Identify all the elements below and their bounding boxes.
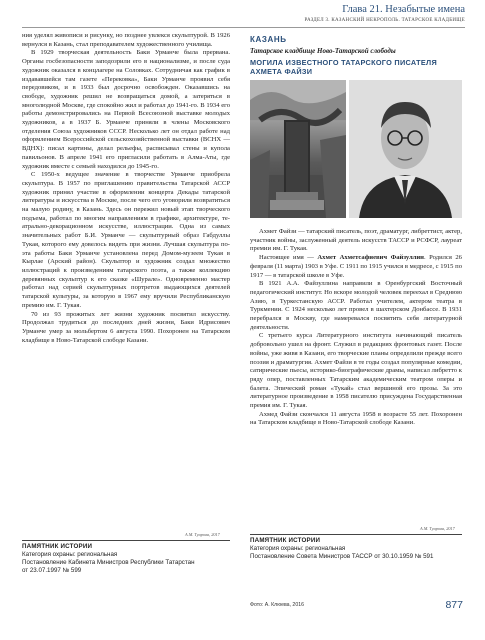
decree-text: Постановление Совета Министров ТАССР от 30.10.1959 № 591 bbox=[250, 553, 434, 560]
decree-date: от 23.07.1997 № 599 bbox=[22, 567, 82, 574]
chapter-title: Глава 21. Незабытые имена bbox=[342, 4, 465, 15]
paragraph bbox=[250, 254, 462, 280]
decree-text: Постановление Кабинета Министров Республики Татарстан bbox=[22, 559, 195, 566]
paragraph: Ахмед Файзи скончался 11 августа 1958 в возрасте 55 лет. Похоронен на Татарском кладбище в Ново-Татарской слободе Казани. bbox=[250, 410, 462, 427]
paragraph: Ахмет Файзи — татарский писатель, поэт, драматург, либреттист, актер, участник войны, заслуженный деятель искусств ТАССР и РСФСР, лауреат премии им. Г. Тукая. bbox=[250, 228, 462, 253]
paragraph: С третьего курса Литературного института начинающий писатель добровольно ушел на фронт. Служил в редакциях фронтовых газет. После войны, уже живя в Казани, его творческие планы определили прежде всего поэзия и драматургия. Ахмет Файзи в те годы создал популярные комедии, сатирические пьесы, историко-биографические драмы, написал либретто к ряду опер, поставленных Татарским академическим театром оперы и балета. Эпический роман «Тукай» стал вершиной его прозы. За это литературное произведение в 1958 писателю присуждена Государственная премия им. Г. Тукая. bbox=[250, 332, 462, 410]
cemetery-subtitle: Татарское кладбище Ново-Татарской слободы bbox=[250, 47, 396, 55]
paragraph: В 1921 А.А. Файзуллина направили в Оренбургский Восточный педагогический институт. Но вскоре молодой человек переехал в Среднюю Азию, в Туркестанскую АССР. Работал учителем, актером театра в Туркмении. С 1924 несколько лет провел в шахтерском Донбассе. В 1931 перебрался в Москву, где намеревался посвятить себя литературной деятельности. bbox=[250, 280, 462, 331]
protection-category: Категория охраны: региональная bbox=[22, 551, 118, 558]
paragraph-prefix: Настоящее имя — bbox=[259, 254, 318, 262]
monument-divider-left bbox=[22, 540, 230, 541]
monument-divider-right bbox=[250, 534, 462, 535]
section-title: РАЗДЕЛ 3. КАЗАНСКИЙ НЕКРОПОЛЬ. ТАТАРСКОЕ КЛАДБИЩЕ bbox=[304, 18, 465, 23]
header-divider bbox=[22, 27, 465, 28]
credit-right: А.М. Туарова, 2017 bbox=[420, 526, 455, 531]
monument-heading: ПАМЯТНИК ИСТОРИИ bbox=[22, 543, 93, 550]
grave-title: МОГИЛА ИЗВЕСТНОГО ТАТАРСКОГО ПИСАТЕЛЯ АХМЕТА ФАЙЗИ bbox=[250, 58, 438, 76]
right-column-text bbox=[250, 228, 462, 428]
grave-photo bbox=[250, 80, 346, 218]
credit-left: А.М. Туарова, 2017 bbox=[185, 532, 220, 537]
paragraph: В 1929 творческая деятельность Баки Урманче была прервана. Органы госбезопасности заподозрили его в национализме, и после суда художник оказался в концлагере на Соловках. Сотрудничая как график в издававшейся там газете «Перековка», Баки Урманче проявил себя передовиком, и в 1933 был досрочно освобожден. Оказавшись на свободе, художник решил не возвращаться домой, а затеряться в многолюдной Москве, где спокойно жил и работал до 1941-го. В 1934 его работы демонстрировались на Первой Всесоюзной выставке молодых художников, а в 1937 Б. Урманче приняли в члены Московского отделения Союза художников СССР. Несколько лет он отдал работе над оформлением Всероссийской сельскохозяйственной выставки (ВСНХ — ВДНХ): писал картины, делал рельефы, расписывал стены и купола павильонов. В апреле 1941 его пригласили работать в Алма-Аты, где художник вместе с семьей находился до 1945-го. bbox=[22, 49, 230, 170]
monument-heading: ПАМЯТНИК ИСТОРИИ bbox=[250, 537, 321, 544]
monument-info-left bbox=[22, 543, 230, 575]
monument-info-right bbox=[250, 537, 462, 561]
left-column-text bbox=[22, 32, 230, 345]
paragraph: ния уделял живописи и рисунку, но позднее увлекся скульптурой. В 1926 вернулся в Казань, стал преподавателем художественного училища. bbox=[22, 32, 230, 48]
paragraph-rest: . Родился 26 февраля (11 марта) 1903 в Уфе. С 1911 по 1915 учился в медресе, с 1915 по 1917 — в татарской школе в Уфе. bbox=[250, 254, 462, 279]
portrait-photo bbox=[349, 80, 462, 218]
city-heading: КАЗАНЬ bbox=[250, 35, 287, 44]
page-number: 877 bbox=[445, 599, 463, 611]
photo-credit: Фото: А. Клюева, 2016 bbox=[250, 602, 304, 608]
real-name: Ахмет Ахметсафиевич Файзуллин bbox=[317, 254, 424, 262]
paragraph: С 1950-х ведущее значение в творчестве Урманче приобрела скульптура. В 1957 по приглашению правительства Татарской АССР художник принял участие в оформлении концерта Декады татарской литературы и искусства в Москве, после чего его уговорили возвратиться на малую родину, в Казань. Здесь он пережил новый этап творческого подъема, работал по многим направлениям в графике, архитектуре, театрально-декорационном искусстве, иллюстрации. Одна из самых значительных работ Б.И. Урманче — скульптурный образ Габдуллы Тукая, которого ему довелось видеть при жизни. Лучшая скульптура поэта работы Баки Урманче установлена перед Домом-музеем Тукая в Кырлае (Арский район). Скульптор и художник создал множество иллюстраций к произведениям татарского поэта, а также коллекцию деревянных скульптур к его сказке «Шурале». Одновременно мастер работал над серией скульптурных портретов выдающихся деятелей татарской культуры, за которую в 1967 ему вручили Республиканскую премию им. Г. Тукая. bbox=[22, 171, 230, 309]
paragraph: 70 из 93 прожитых лет жизни художник посвятил искусству. Продолжал трудиться до последних дней жизни, Баки Идрисович Урманче умер за мольбертом 6 августа 1990. Похоронен на Татарском кладбище в Ново-Татарской слободе Казани. bbox=[22, 310, 230, 344]
protection-category: Категория охраны: региональная bbox=[250, 545, 346, 552]
